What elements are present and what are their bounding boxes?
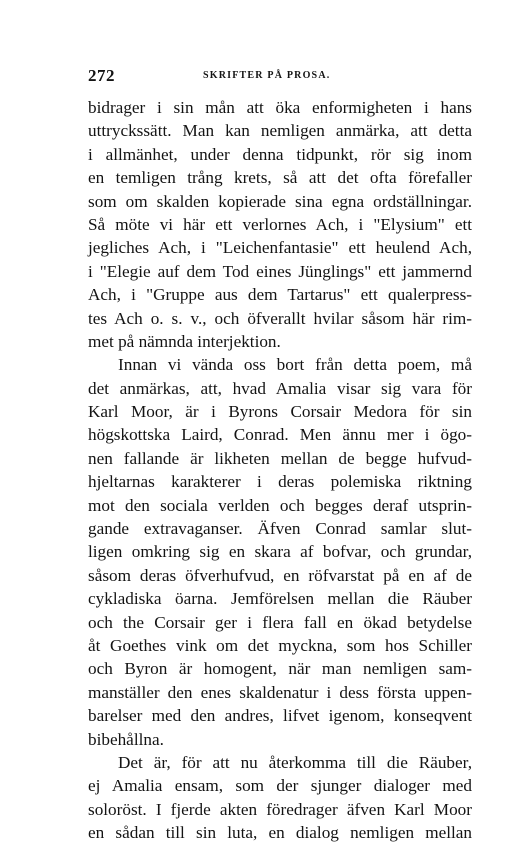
text-line: åt Goethes vink om det myckna, som hos Schiller: [88, 635, 472, 655]
text-line: bibehållna.: [88, 729, 164, 749]
text-line: i allmänhet, under denna tidpunkt, rör sig inom: [88, 144, 472, 164]
text-line: ej Amalia ensam, som der sjunger dialoger med: [88, 776, 472, 796]
text-line: tes Ach o. s. v., och öfverallt hvilar såsom här rim-: [88, 308, 472, 328]
page-number: 272: [88, 66, 115, 85]
text-line: jegliches Ach, i "Leichenfantasie" ett heulend Ach,: [88, 238, 472, 258]
text-line: Så möte vi här ett verlornes Ach, i "Elysium" ett: [88, 214, 472, 234]
text-line: uttryckssätt. Man kan nemligen anmärka, att detta: [88, 121, 472, 141]
text-line: i "Elegie auf dem Tod eines Jünglings" ett jammernd: [88, 261, 472, 281]
text-line: och the Corsair ger i flera fall en ökad betydelse: [88, 612, 472, 632]
text-line: mot den sociala verlden och begges deraf utsprin-: [88, 495, 472, 515]
text-line: gande extravaganser. Äfven Conrad samlar slut-: [88, 519, 472, 539]
text-line: Karl Moor, är i Byrons Corsair Medora för sin: [88, 402, 472, 422]
text-line: Det är, för att nu återkomma till die Räuber,: [118, 752, 472, 772]
text-line: Ach, i "Gruppe aus dem Tartarus" ett qualerpress-: [88, 285, 472, 305]
text-line: bidrager i sin mån att öka enformigheten i hans: [88, 98, 472, 117]
text-line: en temligen trång krets, så att det ofta förefaller: [88, 168, 472, 188]
text-line: ligen omkring sig en skara af bofvar, och grundar,: [88, 542, 472, 562]
text-line: met på nämnda interjektion.: [88, 331, 281, 351]
running-head: [88, 66, 472, 88]
text-line: soloröst. I fjerde akten föredrager äfven Karl Moor: [88, 799, 472, 819]
text-line: nen fallande är likheten mellan de begge hufvud-: [88, 448, 472, 468]
running-head-title: SKRIFTER PÅ PROSA.: [203, 70, 331, 81]
text-line: det anmärkas, att, hvad Amalia visar sig vara för: [88, 378, 472, 398]
text-line: såsom deras öfverhufvud, en röfvarstat på en af de: [88, 565, 472, 585]
text-line: cykladiska öarna. Jemförelsen mellan die Räuber: [88, 589, 472, 609]
text-line: barelser med den andres, lifvet igenom, konseqvent: [88, 706, 472, 726]
text-line: hjeltarnas karakterer i deras polemiska riktning: [88, 472, 472, 492]
text-line: högskottska Laird, Conrad. Men ännu mer i ögo-: [88, 425, 472, 445]
text-line: manställer den enes skaldenatur i dess första uppen-: [88, 682, 472, 702]
text-line: en sådan till sin luta, en dialog nemligen mellan: [88, 823, 472, 843]
body-text: [88, 96, 472, 845]
text-line: och Byron är homogent, när man nemligen sam-: [88, 659, 472, 679]
text-line: som om skalden kopierade sina egna ordställningar.: [88, 191, 472, 211]
text-line: Innan vi vända oss bort från detta poem, må: [118, 355, 472, 375]
